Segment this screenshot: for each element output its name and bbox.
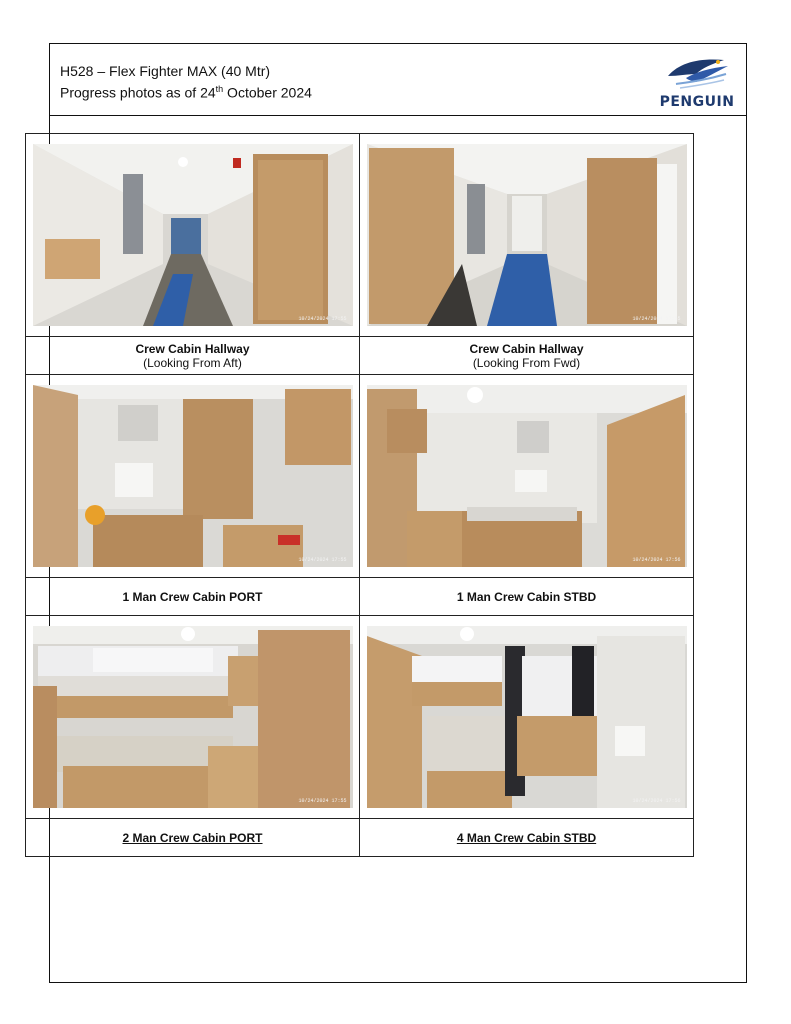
penguin-logo [658, 52, 736, 112]
photo-1-man-cabin-stbd [367, 385, 687, 567]
photo-cell [26, 134, 360, 337]
photo-cell [360, 375, 694, 578]
photo-cell [360, 616, 694, 819]
logo-text: PENGUIN [659, 94, 735, 110]
photo-caption: 1 Man Crew Cabin PORT [26, 578, 360, 616]
photo-timestamp: 10/24/2024 17:55 [632, 316, 681, 322]
photo-timestamp: 10/24/2024 17:56 [632, 798, 681, 804]
page-header [50, 44, 746, 116]
photo-cell [26, 616, 360, 819]
penguin-bird-icon [666, 52, 730, 92]
photo-timestamp: 10/24/2024 17:56 [632, 557, 681, 563]
photo-2-man-cabin-port [33, 626, 353, 808]
photo-timestamp: 10/24/2024 17:55 [298, 798, 347, 804]
photo-caption: Crew Cabin Hallway (Looking From Aft) [26, 337, 360, 375]
photo-hallway-fwd [367, 144, 687, 326]
photo-caption: Crew Cabin Hallway (Looking From Fwd) [360, 337, 694, 375]
photo-caption: 2 Man Crew Cabin PORT [26, 819, 360, 857]
title-line-1: H528 – Flex Fighter MAX (40 Mtr) [60, 63, 271, 79]
photo-caption: 1 Man Crew Cabin STBD [360, 578, 694, 616]
photo-hallway-aft [33, 144, 353, 326]
photo-caption: 4 Man Crew Cabin STBD [360, 819, 694, 857]
title-line-2: Progress photos as of 24th October 2024 [60, 84, 312, 101]
photo-1-man-cabin-port [33, 385, 353, 567]
photo-4-man-cabin-stbd [367, 626, 687, 808]
photo-cell [360, 134, 694, 337]
photo-timestamp: 10/24/2024 17:55 [298, 557, 347, 563]
photo-timestamp: 10/24/2024 17:55 [298, 316, 347, 322]
photo-cell [26, 375, 360, 578]
document-title [60, 62, 312, 102]
photo-grid [25, 133, 694, 857]
